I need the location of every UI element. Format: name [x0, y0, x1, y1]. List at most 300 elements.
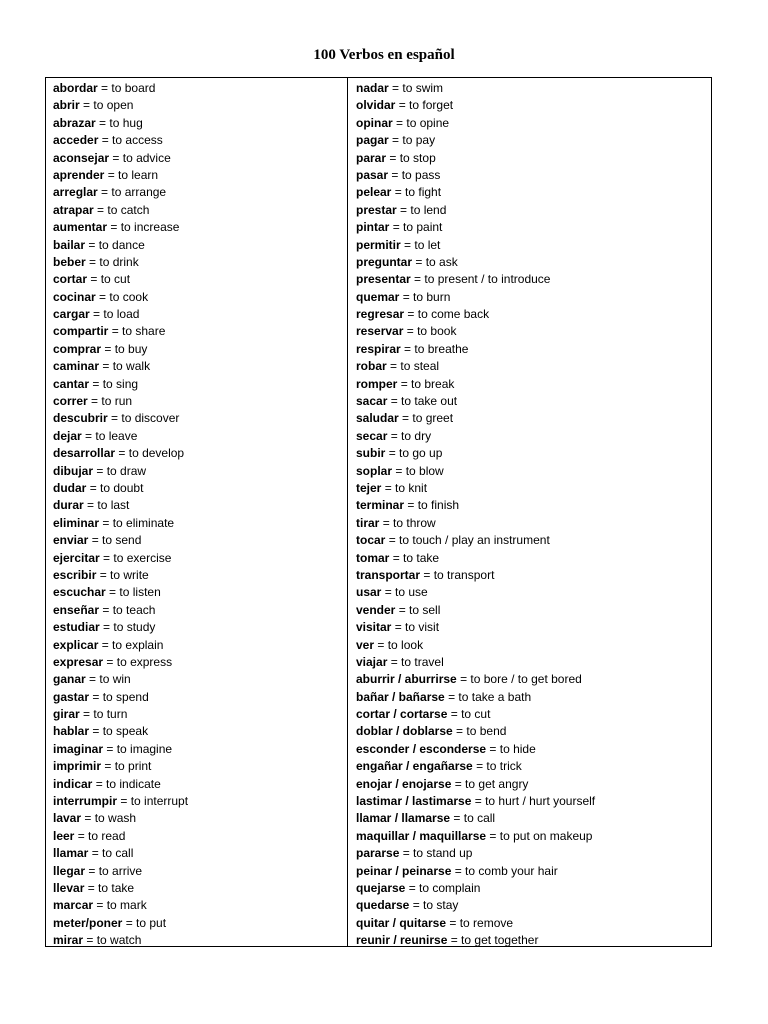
english-translation: = to call	[91, 846, 134, 861]
english-translation: = to take	[87, 880, 135, 895]
spanish-verb: presentar	[356, 272, 411, 287]
english-translation: = to throw	[382, 515, 436, 530]
english-translation: = to let	[404, 237, 441, 252]
spanish-verb: girar	[53, 707, 80, 722]
verb-row	[356, 219, 711, 236]
verb-row	[53, 97, 347, 114]
english-translation: = to hurt / hurt yourself	[474, 794, 596, 809]
spanish-verb: maquillar / maquillarse	[356, 828, 487, 843]
right-column	[348, 78, 711, 946]
english-translation: = to stay	[412, 898, 459, 913]
english-translation: = to mark	[96, 898, 147, 913]
english-translation: = to teach	[102, 602, 156, 617]
english-translation: = to listen	[109, 585, 161, 600]
verb-row	[53, 602, 347, 619]
left-column	[46, 78, 348, 946]
verb-row	[53, 323, 347, 340]
spanish-verb: viajar	[356, 654, 388, 669]
verb-row	[356, 932, 711, 949]
english-translation: = to run	[91, 394, 133, 409]
verb-row	[356, 445, 711, 462]
spanish-verb: visitar	[356, 620, 392, 635]
verb-row	[53, 723, 347, 740]
english-translation: = to breathe	[404, 341, 469, 356]
spanish-verb: quemar	[356, 289, 400, 304]
verb-row	[356, 550, 711, 567]
verb-row	[356, 654, 711, 671]
english-translation: = to go up	[388, 446, 443, 461]
english-translation: = to watch	[86, 933, 142, 948]
english-translation: = to stand up	[402, 846, 473, 861]
spanish-verb: tejer	[356, 480, 382, 495]
english-translation: = to take	[392, 550, 440, 565]
verb-row	[356, 532, 711, 549]
english-translation: = to finish	[407, 498, 460, 513]
verb-row	[53, 828, 347, 845]
english-translation: = to sing	[92, 376, 139, 391]
english-translation: = to board	[101, 81, 156, 95]
english-translation: = to travel	[390, 654, 444, 669]
english-translation: = to steal	[390, 359, 440, 374]
spanish-verb: descubrir	[53, 411, 108, 426]
spanish-verb: robar	[356, 359, 387, 374]
verb-row	[53, 567, 347, 584]
spanish-verb: gastar	[53, 689, 90, 704]
english-translation: = to drink	[89, 254, 139, 269]
verb-row	[53, 932, 347, 949]
spanish-verb: olvidar	[356, 98, 396, 113]
verb-row	[53, 428, 347, 445]
spanish-verb: aconsejar	[53, 150, 110, 165]
spanish-verb: tomar	[356, 550, 390, 565]
verb-row	[356, 897, 711, 914]
spanish-verb: soplar	[356, 463, 393, 478]
english-translation: = to exercise	[103, 550, 172, 565]
spanish-verb: parar	[356, 150, 387, 165]
verb-row	[53, 550, 347, 567]
spanish-verb: nadar	[356, 81, 389, 95]
verb-row	[53, 880, 347, 897]
spanish-verb: llevar	[53, 880, 85, 895]
english-translation: = to open	[83, 98, 134, 113]
spanish-verb: pagar	[356, 133, 389, 148]
spanish-verb: bañar / bañarse	[356, 689, 445, 704]
english-translation: = to advice	[112, 150, 171, 165]
spanish-verb: abordar	[53, 81, 98, 95]
verb-row	[53, 115, 347, 132]
verb-row	[356, 758, 711, 775]
spanish-verb: quedarse	[356, 898, 410, 913]
verb-row	[356, 602, 711, 619]
verb-row	[53, 619, 347, 636]
spanish-verb: meter/poner	[53, 915, 123, 930]
verb-row	[356, 393, 711, 410]
english-translation: = to share	[111, 324, 166, 339]
verb-row	[356, 706, 711, 723]
spanish-verb: dibujar	[53, 463, 94, 478]
verb-row	[356, 132, 711, 149]
spanish-verb: correr	[53, 394, 88, 409]
english-translation: = to come back	[407, 307, 490, 322]
english-translation: = to use	[384, 585, 428, 600]
spanish-verb: ganar	[53, 672, 86, 687]
verb-row	[356, 567, 711, 584]
spanish-verb: arreglar	[53, 185, 98, 200]
english-translation: = to access	[101, 133, 163, 148]
english-translation: = to stop	[389, 150, 436, 165]
spanish-verb: enseñar	[53, 602, 100, 617]
verb-row	[53, 202, 347, 219]
spanish-verb: pintar	[356, 220, 390, 235]
english-translation: = to load	[93, 307, 140, 322]
verb-row	[53, 271, 347, 288]
english-translation: = to pay	[392, 133, 436, 148]
verb-row	[356, 741, 711, 758]
verb-row	[356, 637, 711, 654]
verb-row	[53, 184, 347, 201]
page-title: 100 Verbos en español	[313, 47, 455, 63]
spanish-verb: prestar	[356, 202, 397, 217]
english-translation: = to cut	[90, 272, 131, 287]
verb-row	[356, 376, 711, 393]
english-translation: = to remove	[449, 915, 514, 930]
english-translation: = to learn	[107, 167, 159, 182]
english-translation: = to hug	[99, 115, 143, 130]
verb-row	[356, 254, 711, 271]
english-translation: = to break	[400, 376, 455, 391]
verb-row	[356, 358, 711, 375]
verb-row	[53, 776, 347, 793]
verb-row	[53, 584, 347, 601]
english-translation: = to get together	[450, 933, 539, 948]
verb-row	[53, 532, 347, 549]
verb-row	[53, 758, 347, 775]
verb-row	[356, 323, 711, 340]
english-translation: = to win	[89, 672, 131, 687]
english-translation: = to arrange	[101, 185, 167, 200]
verb-row	[53, 289, 347, 306]
spanish-verb: eliminar	[53, 515, 100, 530]
english-translation: = to doubt	[89, 480, 144, 495]
english-translation: = to walk	[102, 359, 151, 374]
verb-row	[53, 150, 347, 167]
verb-row	[53, 497, 347, 514]
english-translation: = to ask	[415, 254, 458, 269]
spanish-verb: quitar / quitarse	[356, 915, 447, 930]
verb-row	[53, 445, 347, 462]
spanish-verb: esconder / esconderse	[356, 741, 487, 756]
verb-row	[356, 776, 711, 793]
verb-row	[53, 376, 347, 393]
english-translation: = to put	[125, 915, 167, 930]
spanish-verb: cortar	[53, 272, 88, 287]
spanish-verb: abrir	[53, 98, 80, 113]
verb-row	[356, 428, 711, 445]
english-translation: = to swim	[392, 81, 444, 95]
verb-row	[53, 654, 347, 671]
verb-row	[53, 637, 347, 654]
english-translation: = to call	[453, 811, 496, 826]
spanish-verb: estudiar	[53, 620, 100, 635]
spanish-verb: mirar	[53, 933, 84, 948]
verb-row	[356, 689, 711, 706]
english-translation: = to paint	[392, 220, 443, 235]
spanish-verb: permitir	[356, 237, 401, 252]
spanish-verb: interrumpir	[53, 794, 118, 809]
verb-row	[356, 237, 711, 254]
verb-row	[356, 480, 711, 497]
spanish-verb: compartir	[53, 324, 109, 339]
english-translation: = to hide	[489, 741, 536, 756]
english-translation: = to last	[87, 498, 130, 513]
spanish-verb: lastimar / lastimarse	[356, 794, 472, 809]
spanish-verb: tirar	[356, 515, 380, 530]
english-translation: = to get angry	[454, 776, 529, 791]
verb-row	[53, 463, 347, 480]
verb-row	[53, 689, 347, 706]
spanish-verb: cortar / cortarse	[356, 707, 448, 722]
spanish-verb: enojar / enojarse	[356, 776, 452, 791]
spanish-verb: usar	[356, 585, 382, 600]
english-translation: = to develop	[118, 446, 185, 461]
spanish-verb: explicar	[53, 637, 99, 652]
spanish-verb: cargar	[53, 307, 90, 322]
english-translation: = to send	[91, 533, 142, 548]
verb-row	[356, 880, 711, 897]
english-translation: = to catch	[97, 202, 150, 217]
spanish-verb: quejarse	[356, 880, 406, 895]
english-translation: = to leave	[85, 428, 138, 443]
english-translation: = to study	[103, 620, 156, 635]
verb-row	[356, 828, 711, 845]
english-translation: = to turn	[83, 707, 128, 722]
verb-row	[53, 358, 347, 375]
spanish-verb: acceder	[53, 133, 99, 148]
spanish-verb: caminar	[53, 359, 100, 374]
spanish-verb: romper	[356, 376, 398, 391]
verb-row	[356, 150, 711, 167]
verb-row	[53, 80, 347, 97]
spanish-verb: secar	[356, 428, 388, 443]
verb-row	[53, 741, 347, 758]
verb-row	[356, 410, 711, 427]
spanish-verb: hablar	[53, 724, 90, 739]
english-translation: = to print	[104, 759, 152, 774]
verb-row	[356, 202, 711, 219]
english-translation: = to write	[99, 567, 149, 582]
english-translation: = to discover	[111, 411, 180, 426]
spanish-verb: pasar	[356, 167, 389, 182]
verb-row	[53, 306, 347, 323]
verb-row	[356, 793, 711, 810]
english-translation: = to wash	[84, 811, 137, 826]
verb-row	[53, 410, 347, 427]
spanish-verb: beber	[53, 254, 86, 269]
verb-row	[53, 219, 347, 236]
verb-row	[356, 184, 711, 201]
verb-row	[53, 810, 347, 827]
spanish-verb: durar	[53, 498, 84, 513]
english-translation: = to imagine	[106, 741, 173, 756]
spanish-verb: abrazar	[53, 115, 96, 130]
english-translation: = to fight	[394, 185, 442, 200]
english-translation: = to greet	[402, 411, 454, 426]
spanish-verb: saludar	[356, 411, 399, 426]
spanish-verb: llamar / llamarse	[356, 811, 451, 826]
verb-row	[356, 115, 711, 132]
spanish-verb: cantar	[53, 376, 90, 391]
spanish-verb: pararse	[356, 846, 400, 861]
english-translation: = to forget	[398, 98, 454, 113]
verb-row	[53, 341, 347, 358]
verb-row	[53, 254, 347, 271]
english-translation: = to explain	[101, 637, 164, 652]
spanish-verb: dejar	[53, 428, 82, 443]
english-translation: = to transport	[423, 567, 495, 582]
spanish-verb: preguntar	[356, 254, 413, 269]
verb-row	[356, 167, 711, 184]
spanish-verb: expresar	[53, 654, 104, 669]
verb-row	[356, 863, 711, 880]
verb-row	[356, 97, 711, 114]
spanish-verb: lavar	[53, 811, 82, 826]
english-translation: = to read	[77, 828, 126, 843]
verb-row	[356, 845, 711, 862]
verb-row	[356, 463, 711, 480]
spanish-verb: reservar	[356, 324, 404, 339]
spanish-verb: regresar	[356, 307, 405, 322]
english-translation: = to arrive	[88, 863, 143, 878]
english-translation: = to eliminate	[102, 515, 175, 530]
spanish-verb: desarrollar	[53, 446, 116, 461]
english-translation: = to look	[377, 637, 424, 652]
english-translation: = to take out	[390, 394, 458, 409]
spanish-verb: respirar	[356, 341, 401, 356]
english-translation: = to dry	[390, 428, 432, 443]
verb-row	[53, 237, 347, 254]
spanish-verb: comprar	[53, 341, 102, 356]
spanish-verb: doblar / doblarse	[356, 724, 453, 739]
spanish-verb: ver	[356, 637, 375, 652]
english-translation: = to increase	[110, 220, 180, 235]
english-translation: = to speak	[92, 724, 149, 739]
spanish-verb: enviar	[53, 533, 89, 548]
spanish-verb: pelear	[356, 185, 392, 200]
verb-row	[356, 306, 711, 323]
spanish-verb: engañar / engañarse	[356, 759, 473, 774]
spanish-verb: leer	[53, 828, 75, 843]
spanish-verb: subir	[356, 446, 386, 461]
english-translation: = to express	[106, 654, 173, 669]
spanish-verb: aumentar	[53, 220, 108, 235]
verb-row	[356, 671, 711, 688]
verb-row	[356, 515, 711, 532]
spanish-verb: opinar	[356, 115, 393, 130]
english-translation: = to sell	[398, 602, 441, 617]
english-translation: = to book	[406, 324, 457, 339]
verb-row	[53, 167, 347, 184]
english-translation: = to visit	[394, 620, 440, 635]
english-translation: = to trick	[476, 759, 522, 774]
english-translation: = to burn	[402, 289, 451, 304]
english-translation: = to spend	[92, 689, 149, 704]
spanish-verb: llegar	[53, 863, 86, 878]
verb-row	[356, 723, 711, 740]
verb-row	[356, 584, 711, 601]
english-translation: = to comb your hair	[454, 863, 558, 878]
english-translation: = to pass	[391, 167, 441, 182]
spanish-verb: bailar	[53, 237, 86, 252]
verb-row	[356, 289, 711, 306]
spanish-verb: ejercitar	[53, 550, 100, 565]
english-translation: = to indicate	[95, 776, 161, 791]
spanish-verb: imaginar	[53, 741, 104, 756]
english-translation: = to knit	[384, 480, 428, 495]
spanish-verb: cocinar	[53, 289, 96, 304]
english-translation: = to complain	[408, 880, 481, 895]
verb-row	[356, 271, 711, 288]
verb-row	[53, 897, 347, 914]
english-translation: = to dance	[88, 237, 145, 252]
spanish-verb: aburrir / aburrirse	[356, 672, 457, 687]
spanish-verb: marcar	[53, 898, 94, 913]
spanish-verb: aprender	[53, 167, 105, 182]
spanish-verb: reunir / reunirse	[356, 933, 448, 948]
english-translation: = to present / to introduce	[414, 272, 551, 287]
spanish-verb: imprimir	[53, 759, 102, 774]
english-translation: = to opine	[396, 115, 450, 130]
english-translation: = to buy	[104, 341, 148, 356]
spanish-verb: peinar / peinarse	[356, 863, 452, 878]
verb-row	[356, 80, 711, 97]
spanish-verb: tocar	[356, 533, 386, 548]
english-translation: = to bend	[456, 724, 507, 739]
verb-row	[53, 515, 347, 532]
verb-row	[53, 845, 347, 862]
verb-row	[356, 341, 711, 358]
verb-row	[53, 793, 347, 810]
english-translation: = to interrupt	[120, 794, 189, 809]
english-translation: = to take a bath	[448, 689, 532, 704]
english-translation: = to put on makeup	[489, 828, 593, 843]
verb-row	[53, 480, 347, 497]
english-translation: = to draw	[96, 463, 147, 478]
english-translation: = to cook	[99, 289, 149, 304]
verb-row	[53, 132, 347, 149]
verb-row	[53, 393, 347, 410]
spanish-verb: indicar	[53, 776, 93, 791]
spanish-verb: sacar	[356, 394, 388, 409]
verb-row	[356, 497, 711, 514]
verb-row	[53, 671, 347, 688]
verb-row	[53, 706, 347, 723]
english-translation: = to cut	[450, 707, 491, 722]
spanish-verb: escuchar	[53, 585, 106, 600]
verb-row	[53, 915, 347, 932]
verb-row	[356, 619, 711, 636]
spanish-verb: vender	[356, 602, 396, 617]
english-translation: = to bore / to get bored	[460, 672, 582, 687]
spanish-verb: llamar	[53, 846, 89, 861]
spanish-verb: transportar	[356, 567, 421, 582]
spanish-verb: terminar	[356, 498, 405, 513]
english-translation: = to blow	[395, 463, 444, 478]
spanish-verb: escribir	[53, 567, 97, 582]
spanish-verb: atrapar	[53, 202, 94, 217]
verb-row	[53, 863, 347, 880]
verb-row	[356, 810, 711, 827]
spanish-verb: dudar	[53, 480, 87, 495]
